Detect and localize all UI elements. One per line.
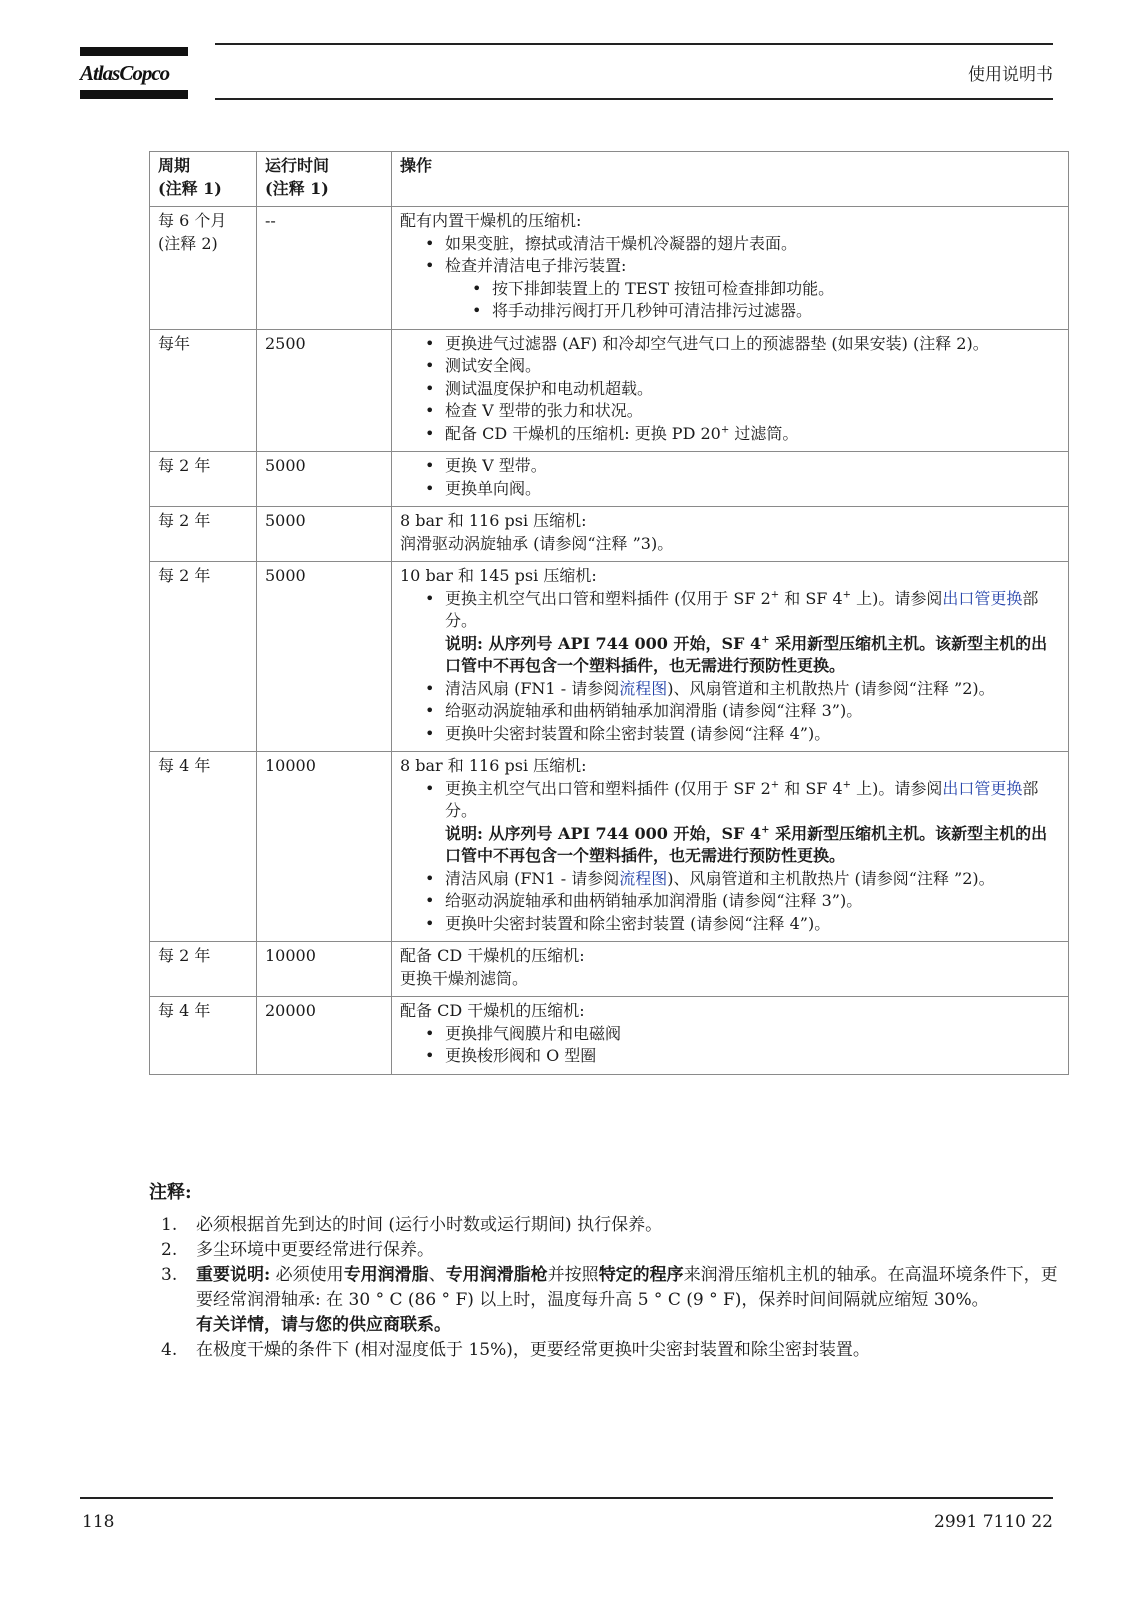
action-list <box>400 868 1060 936</box>
cell-period: 每 2 年 <box>150 452 257 507</box>
list-item-text: 检查并清洁电子排污装置: <box>445 256 627 275</box>
note-bold: 重要说明: <box>196 1265 271 1285</box>
note-item <box>149 1263 1069 1338</box>
action-list <box>400 455 1060 500</box>
action-list <box>400 1023 1060 1068</box>
list-subitem: • 按下排卸装置上的 TEST 按钮可检查排卸功能。 <box>400 278 1060 301</box>
list-item: • 更换梭形阀和 O 型圈 <box>400 1045 1060 1068</box>
note-number: 4. <box>161 1340 178 1360</box>
note-text: 多尘环境中更要经常进行保养。 <box>196 1240 434 1260</box>
text: )、风扇管道和主机散热片 (请参阅“注释 ”2)。 <box>667 868 995 888</box>
page-number: 118 <box>82 1512 115 1532</box>
table-row <box>150 452 1069 507</box>
list-item: • 给驱动涡旋轴承和曲柄销轴承加润滑脂 (请参阅“注释 3”)。 <box>400 700 1060 723</box>
action-list <box>400 588 1060 633</box>
text: 清洁风扇 (FN1 - 请参阅 <box>445 868 620 888</box>
text: 更换主机空气出口管和塑料插件 (仅用于 SF 2 <box>445 778 771 798</box>
maintenance-schedule-table <box>149 151 1069 1075</box>
note-text: 在极度干燥的条件下 (相对湿度低于 15%)，更要经常更换叶尖密封装置和除尘密封装置。 <box>196 1340 870 1360</box>
list-item: • 测试温度保护和电动机超载。 <box>400 378 1060 401</box>
cell-period: 每 4 年 <box>150 752 257 942</box>
text: 和 SF 4 <box>779 588 843 608</box>
text: 采用新型压缩机主机。该新型主机的出口管中不再包含一个塑料插件，也无需进行预防性更换。 <box>445 823 1048 865</box>
note-bold: 有关详情，请与您的供应商联系。 <box>196 1315 451 1335</box>
text: 说明: 从序列号 API 744 000 开始，SF 4 <box>445 633 762 653</box>
list-item <box>400 778 1060 823</box>
cell-hours: -- <box>257 207 392 330</box>
superscript: + <box>720 424 730 436</box>
table-row <box>150 329 1069 452</box>
notes-title: 注释: <box>149 1182 192 1203</box>
list-item: • 如果变脏，擦拭或清洁干燥机冷凝器的翅片表面。 <box>400 233 1060 256</box>
list-item: • 更换单向阀。 <box>400 478 1060 501</box>
list-item <box>400 255 1060 278</box>
text: 更换主机空气出口管和塑料插件 (仅用于 SF 2 <box>445 588 771 608</box>
header-period: 周期 (注释 1) <box>150 152 257 207</box>
text: 上)。请参阅 <box>851 588 943 608</box>
list-item: • 更换排气阀膜片和电磁阀 <box>400 1023 1060 1046</box>
text: 部分。 <box>445 778 1039 820</box>
outlet-pipe-replacement-link[interactable]: 出口管更换 <box>942 588 1023 608</box>
superscript: + <box>770 779 780 791</box>
note-text: 来润滑压缩机主机的轴承。在高温环境条件下，更要经常润滑轴承: 在 30 ° C (86 ° F) 以上时，温度每升高 5 ° C (9 ° F)，保养时间间隔就应缩短 30%。 <box>196 1265 1058 1310</box>
action-intro: 10 bar 和 145 psi 压缩机: <box>400 566 597 585</box>
footer-rule <box>80 1497 1053 1499</box>
header-rule-top <box>215 43 1053 45</box>
header-rule-bottom <box>215 98 1053 100</box>
action-intro: 配有内置干燥机的压缩机: <box>400 211 582 230</box>
cell-hours: 2500 <box>257 329 392 452</box>
cell-hours: 20000 <box>257 997 392 1075</box>
note-text: 必须使用 <box>270 1265 344 1285</box>
cell-period: 每 2 年 <box>150 942 257 997</box>
list-item: • 更换进气过滤器 (AF) 和冷却空气进气口上的预滤器垫 (如果安装) (注释 2)。 <box>400 333 1060 356</box>
cell-action <box>392 329 1069 452</box>
action-line: 更换干燥剂滤筒。 <box>400 968 529 988</box>
action-line: 配备 CD 干燥机的压缩机: <box>400 946 585 965</box>
text: 说明: 从序列号 API 744 000 开始，SF 4 <box>445 823 762 843</box>
list-item: • 测试安全阀。 <box>400 355 1060 378</box>
text: )、风扇管道和主机散热片 (请参阅“注释 ”2)。 <box>667 678 995 698</box>
note-item <box>149 1338 1069 1363</box>
note-number: 3. <box>161 1265 178 1285</box>
serial-note <box>400 823 1060 868</box>
table-row <box>150 507 1069 562</box>
note-text: 、 <box>428 1265 446 1285</box>
list-item <box>400 868 1060 891</box>
note-bold: 特定的程序 <box>598 1265 684 1285</box>
cell-period: 每 6 个月 (注释 2) <box>150 207 257 330</box>
text: 部分。 <box>445 588 1039 630</box>
note-item <box>149 1213 1069 1238</box>
note-number: 2. <box>161 1240 178 1260</box>
text: 和 SF 4 <box>779 778 843 798</box>
cell-period: 每 4 年 <box>150 997 257 1075</box>
atlas-copco-logo <box>80 47 188 99</box>
cell-action <box>392 942 1069 997</box>
logo-brand-text: AtlasCopco <box>80 61 170 85</box>
table-row <box>150 207 1069 330</box>
cell-hours: 5000 <box>257 562 392 752</box>
superscript: + <box>761 634 770 646</box>
list-subitem: • 将手动排污阀打开几秒钟可清洁排污过滤器。 <box>400 300 1060 323</box>
serial-note <box>400 633 1060 678</box>
superscript: + <box>770 589 780 601</box>
document-type: 使用说明书 <box>968 65 1053 85</box>
header-hours: 运行时间 (注释 1) <box>257 152 392 207</box>
notes-list <box>149 1213 1069 1363</box>
text: 采用新型压缩机主机。该新型主机的出口管中不再包含一个塑料插件，也无需进行预防性更换。 <box>445 633 1048 675</box>
flow-diagram-link[interactable]: 流程图 <box>619 678 668 698</box>
action-list <box>400 333 1060 446</box>
logo-bar-bottom <box>80 90 188 99</box>
cell-action <box>392 507 1069 562</box>
table-row <box>150 997 1069 1075</box>
logo-bar-top <box>80 47 188 56</box>
cell-hours: 10000 <box>257 942 392 997</box>
cell-hours: 5000 <box>257 452 392 507</box>
document-number: 2991 7110 22 <box>934 1512 1053 1532</box>
table-row <box>150 752 1069 942</box>
list-item: • 更换叶尖密封装置和除尘密封装置 (请参阅“注释 4”)。 <box>400 913 1060 936</box>
list-item: • 检查 V 型带的张力和状况。 <box>400 400 1060 423</box>
table-row <box>150 562 1069 752</box>
list-item: • 给驱动涡旋轴承和曲柄销轴承加润滑脂 (请参阅“注释 3”)。 <box>400 890 1060 913</box>
table-header-row <box>150 152 1069 207</box>
list-item: • 更换 V 型带。 <box>400 455 1060 478</box>
cell-action <box>392 562 1069 752</box>
superscript: + <box>842 589 852 601</box>
note-number: 1. <box>161 1215 178 1235</box>
text: 过滤筒。 <box>729 423 799 443</box>
list-item <box>400 678 1060 701</box>
superscript: + <box>761 824 770 836</box>
list-item <box>400 423 1060 446</box>
note-bold: 专用润滑脂 <box>343 1265 429 1285</box>
action-list <box>400 778 1060 823</box>
text: 配备 CD 干燥机的压缩机: 更换 PD 20 <box>445 423 721 443</box>
cell-period: 每 2 年 <box>150 507 257 562</box>
action-list <box>400 678 1060 746</box>
cell-action <box>392 452 1069 507</box>
action-line: 润滑驱动涡旋轴承 (请参阅“注释 ”3)。 <box>400 533 674 553</box>
cell-period: 每年 <box>150 329 257 452</box>
action-sublist <box>400 278 1060 323</box>
note-item <box>149 1238 1069 1263</box>
outlet-pipe-replacement-link[interactable]: 出口管更换 <box>942 778 1023 798</box>
action-intro: 8 bar 和 116 psi 压缩机: <box>400 756 587 775</box>
action-intro: 配备 CD 干燥机的压缩机: <box>400 1001 585 1020</box>
cell-action <box>392 752 1069 942</box>
cell-action <box>392 997 1069 1075</box>
note-text: 并按照 <box>547 1265 599 1285</box>
text: 上)。请参阅 <box>851 778 943 798</box>
note-text: 必须根据首先到达的时间 (运行小时数或运行期间) 执行保养。 <box>196 1215 663 1235</box>
superscript: + <box>842 779 852 791</box>
list-item <box>400 588 1060 633</box>
cell-hours: 5000 <box>257 507 392 562</box>
list-item: • 更换叶尖密封装置和除尘密封装置 (请参阅“注释 4”)。 <box>400 723 1060 746</box>
action-line: 8 bar 和 116 psi 压缩机: <box>400 511 587 530</box>
table-row <box>150 942 1069 997</box>
header-action: 操作 <box>392 152 1069 207</box>
cell-hours: 10000 <box>257 752 392 942</box>
note-bold: 专用润滑脂枪 <box>445 1265 548 1285</box>
action-list <box>400 233 1060 278</box>
text: 清洁风扇 (FN1 - 请参阅 <box>445 678 620 698</box>
cell-action <box>392 207 1069 330</box>
flow-diagram-link[interactable]: 流程图 <box>619 868 668 888</box>
cell-period: 每 2 年 <box>150 562 257 752</box>
